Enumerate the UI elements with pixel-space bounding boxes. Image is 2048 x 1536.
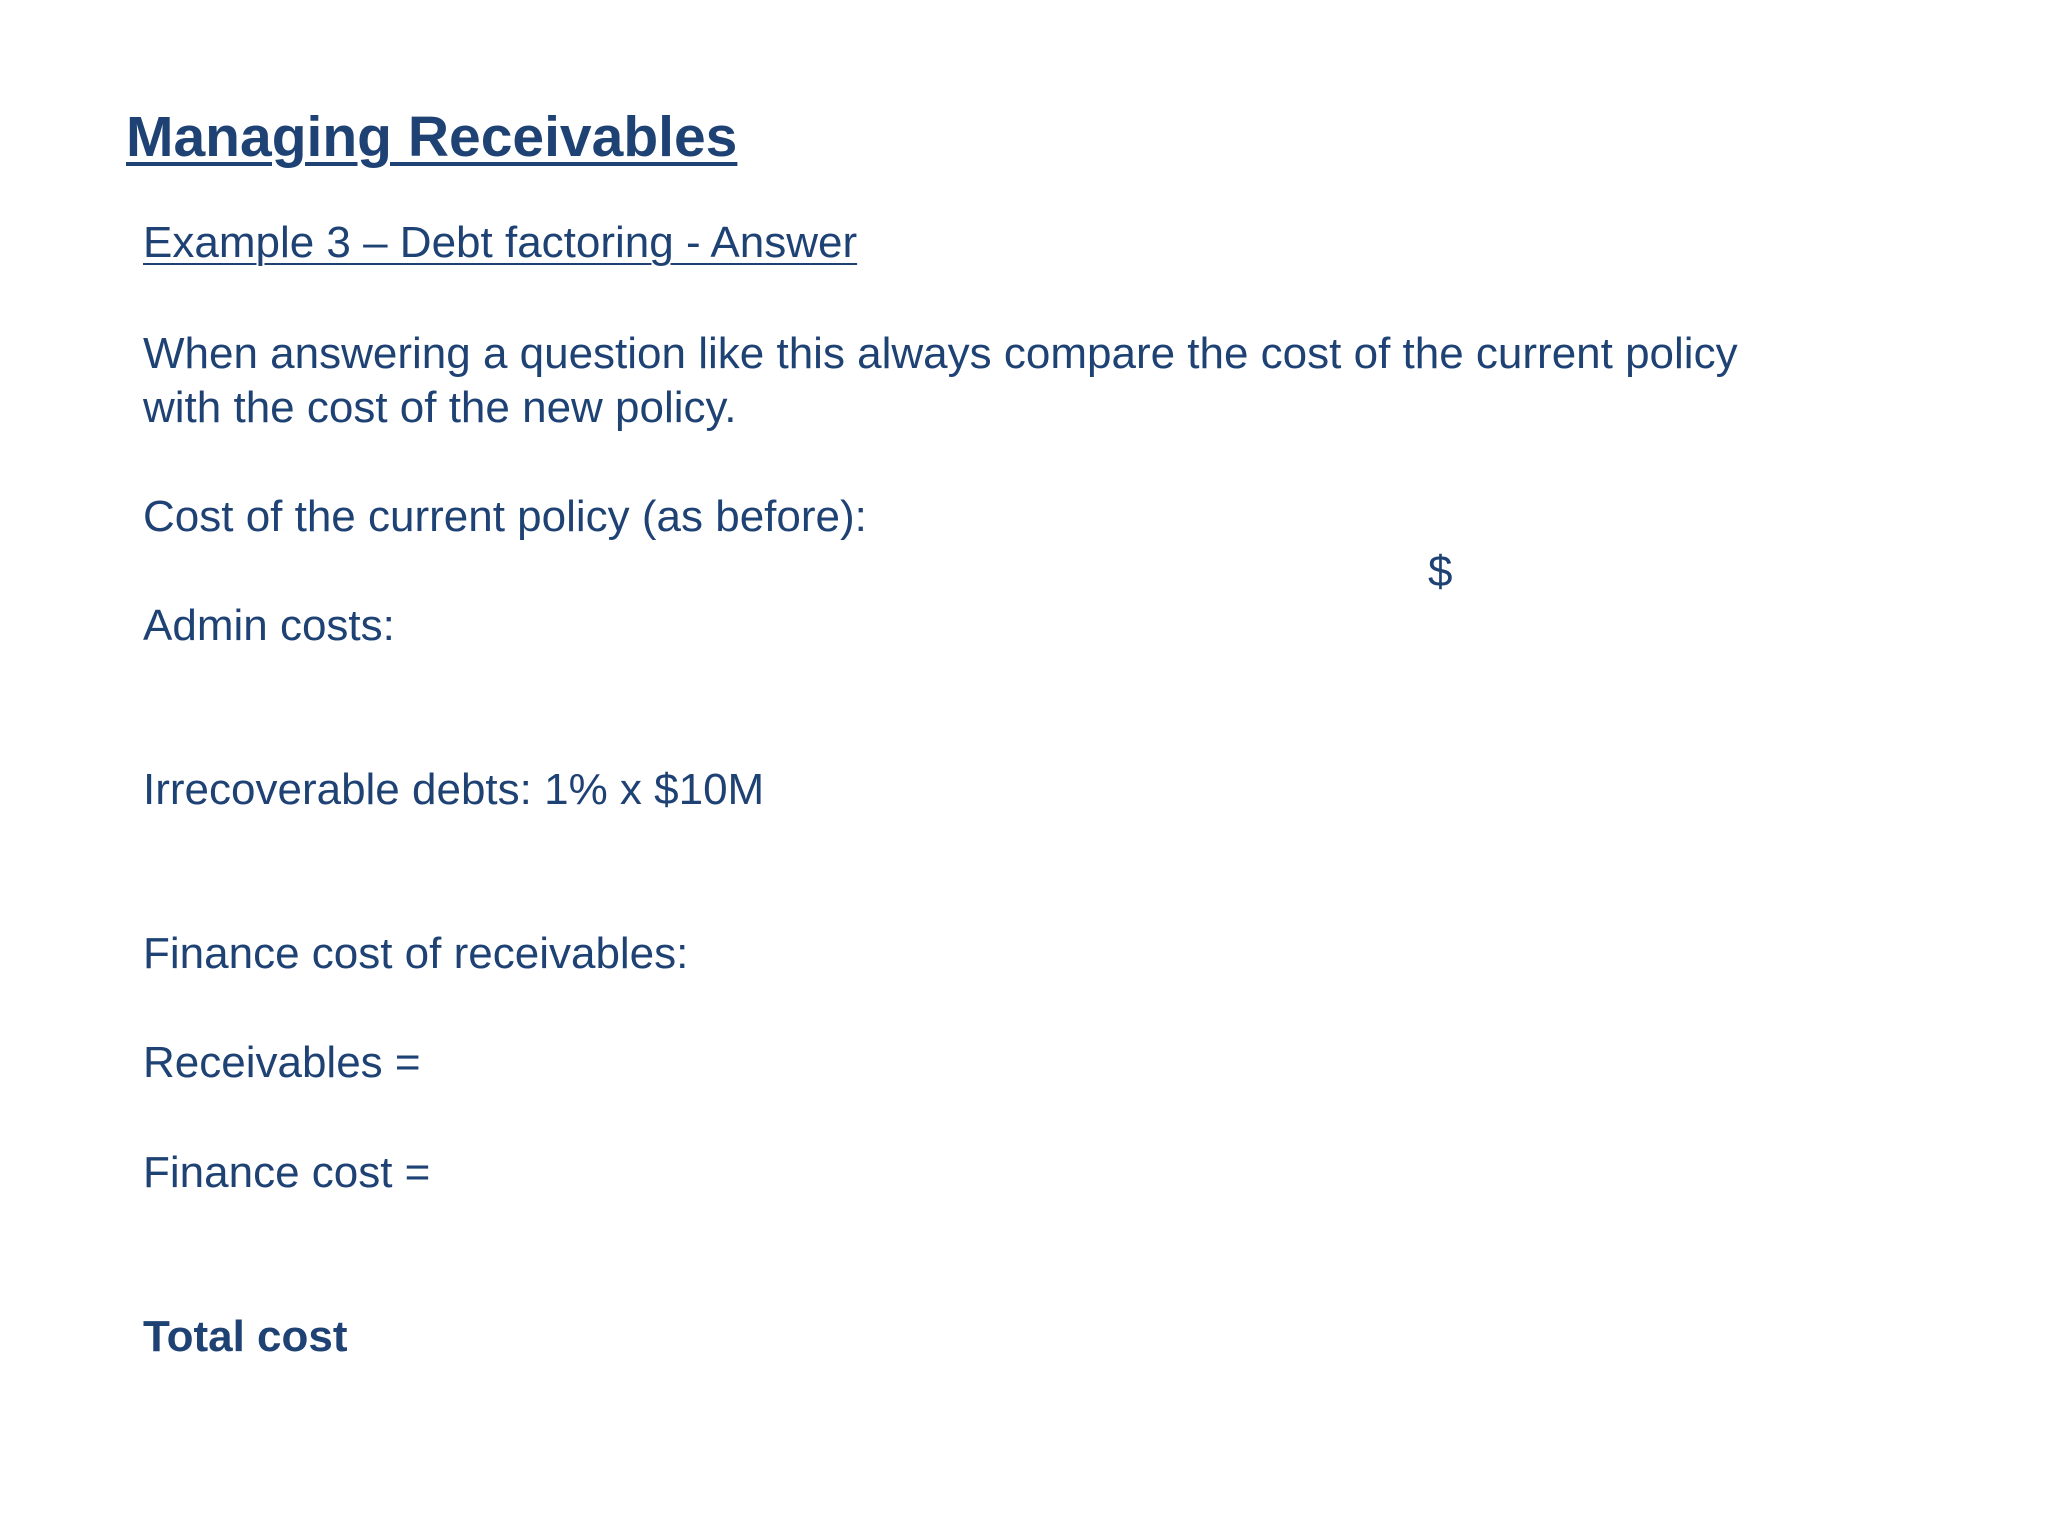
finance-cost-label: Finance cost =: [143, 1148, 431, 1197]
irrecoverable-debts-label: Irrecoverable debts: 1% x $10M: [143, 765, 765, 814]
finance-cost-heading: Finance cost of receivables:: [143, 929, 689, 978]
page-title: Managing Receivables: [126, 105, 738, 169]
intro-text-line-1: When answering a question like this always compare the cost of the current policy: [143, 329, 1738, 378]
admin-costs-label: Admin costs:: [143, 601, 395, 650]
currency-column-header: $: [1428, 547, 1453, 596]
intro-text-line-2: with the cost of the new policy.: [143, 383, 737, 432]
example-subtitle: Example 3 – Debt factoring - Answer: [143, 218, 858, 267]
current-policy-heading: Cost of the current policy (as before):: [143, 492, 867, 541]
total-cost-label: Total cost: [143, 1312, 348, 1361]
receivables-label: Receivables =: [143, 1038, 421, 1087]
